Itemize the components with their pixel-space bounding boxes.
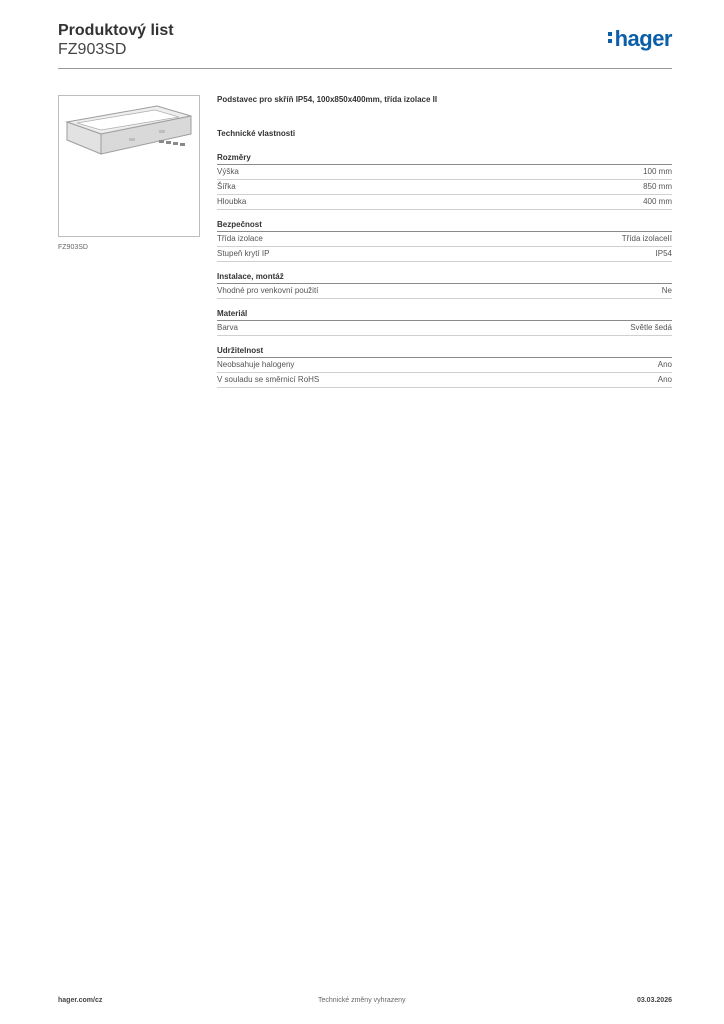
- spec-value: Třída izolaceII: [621, 234, 672, 243]
- spec-value: 850 mm: [643, 182, 672, 191]
- spec-row: [217, 232, 672, 247]
- spec-section: [217, 270, 672, 299]
- spec-value: IP54: [655, 249, 672, 258]
- spec-label: Hloubka: [217, 197, 247, 206]
- spec-value: Ano: [657, 360, 672, 369]
- spec-row: [217, 180, 672, 195]
- product-image: [58, 95, 200, 237]
- spec-row: [217, 321, 672, 336]
- section-title: Bezpečnost: [217, 218, 672, 232]
- logo-dots-icon: [608, 32, 613, 44]
- image-caption: FZ903SD: [58, 244, 88, 251]
- spec-value: 400 mm: [643, 197, 672, 206]
- section-title: Materiál: [217, 307, 672, 321]
- spec-label: Výška: [217, 167, 239, 176]
- spec-section: [217, 218, 672, 262]
- footer-website: hager.com/cz: [58, 997, 103, 1004]
- spec-label: Třída izolace: [217, 234, 263, 243]
- spec-row: [217, 165, 672, 180]
- section-title: Rozměry: [217, 151, 672, 165]
- spec-value: Ano: [657, 375, 672, 384]
- spec-section: [217, 344, 672, 388]
- page-header: [58, 20, 672, 70]
- spec-value: Světle šedá: [630, 323, 672, 332]
- spec-row: [217, 195, 672, 210]
- spec-sections: [217, 151, 672, 388]
- technical-title: Technické vlastnosti: [217, 129, 296, 138]
- spec-label: Neobsahuje halogeny: [217, 360, 295, 369]
- spec-section: [217, 307, 672, 336]
- spec-row: [217, 358, 672, 373]
- spec-value: 100 mm: [643, 167, 672, 176]
- spec-content: [217, 95, 672, 388]
- spec-value: Ne: [661, 286, 672, 295]
- page-title: Produktový list: [58, 22, 174, 39]
- logo-text: hager: [614, 26, 672, 51]
- spec-section: [217, 151, 672, 210]
- spec-row: [217, 284, 672, 299]
- footer-date: 03.03.2026: [636, 997, 672, 1004]
- product-code: FZ903SD: [58, 41, 127, 58]
- spec-label: V souladu se směrnicí RoHS: [217, 375, 320, 384]
- section-title: Udržitelnost: [217, 344, 672, 358]
- spec-label: Šířka: [217, 182, 236, 191]
- spec-row: [217, 247, 672, 262]
- section-title: Instalace, montáž: [217, 270, 672, 284]
- product-description: Podstavec pro skříň IP54, 100x850x400mm, třída izolace II: [217, 95, 438, 104]
- footer-note: Technické změny vyhrazeny: [318, 997, 406, 1004]
- hager-logo: [608, 26, 672, 52]
- header-divider: [58, 68, 672, 69]
- spec-row: [217, 373, 672, 388]
- cabinet-plinth-illustration: [59, 96, 199, 236]
- page-footer: [58, 997, 672, 1011]
- spec-label: Stupeň krytí IP: [217, 249, 270, 258]
- spec-label: Vhodné pro venkovní použití: [217, 286, 319, 295]
- spec-label: Barva: [217, 323, 238, 332]
